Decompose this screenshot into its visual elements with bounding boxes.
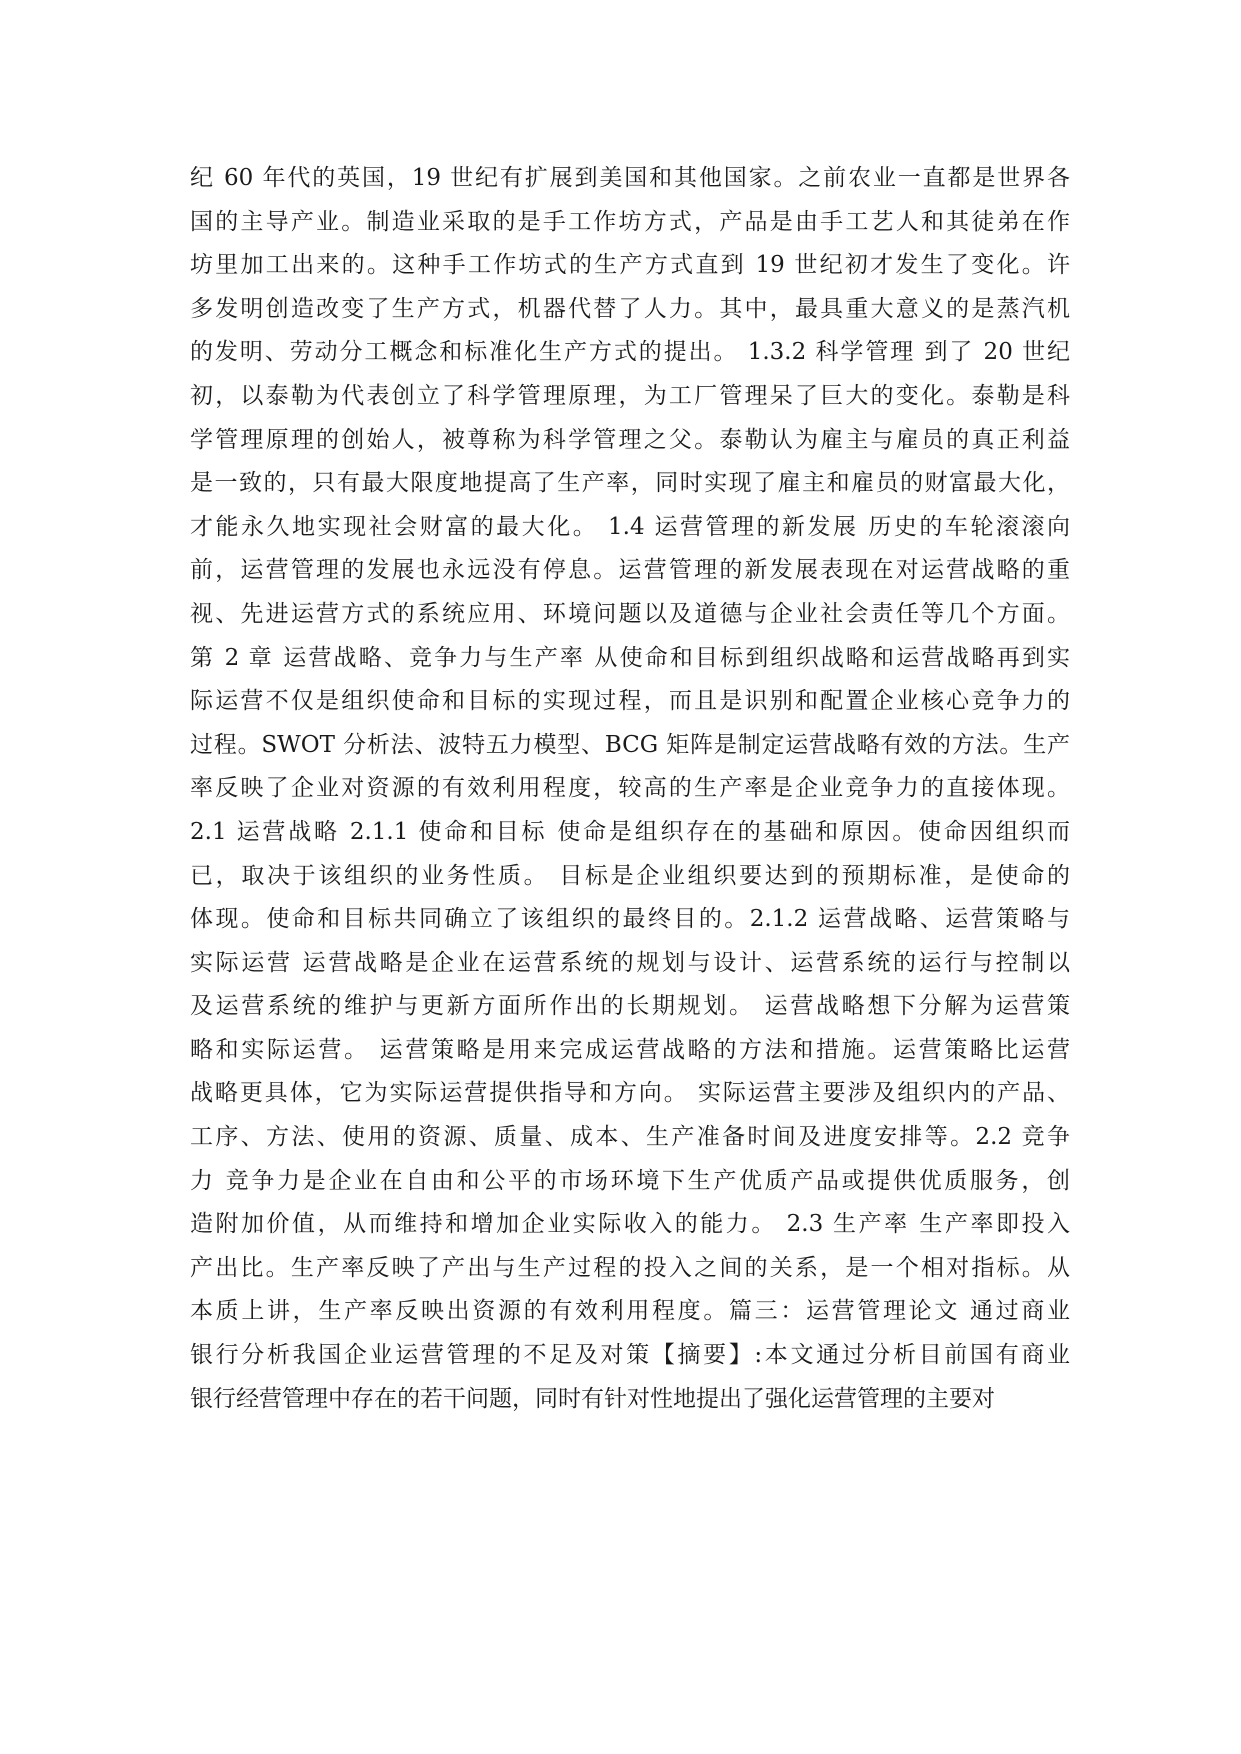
text-line: 力 竞争力是企业在自由和公平的市场环境下生产优质产品或提供优质服务，创 bbox=[190, 1167, 1070, 1194]
text-line: 造附加价值，从而维持和增加企业实际收入的能力。 2.3 生产率 生产率即投入 bbox=[190, 1211, 1070, 1238]
text-line: 多发明创造改变了生产方式，机器代替了人力。其中，最具重大意义的是蒸汽机 bbox=[190, 295, 1070, 322]
text-line: 略和实际运营。 运营策略是用来完成运营战略的方法和措施。运营策略比运营 bbox=[190, 1036, 1070, 1063]
text-line: 本质上讲，生产率反映出资源的有效利用程度。篇三：运营管理论文 通过商业 bbox=[190, 1298, 1070, 1325]
text-line: 是一致的，只有最大限度地提高了生产率，同时实现了雇主和雇员的财富最大化， bbox=[190, 470, 1070, 497]
text-line: 战略更具体，它为实际运营提供指导和方向。 实际运营主要涉及组织内的产品、 bbox=[190, 1080, 1070, 1107]
text-line: 率反映了企业对资源的有效利用程度，较高的生产率是企业竞争力的直接体现。 bbox=[190, 775, 1070, 802]
text-line: 及运营系统的维护与更新方面所作出的长期规划。 运营战略想下分解为运营策 bbox=[190, 993, 1070, 1020]
text-line: 实际运营 运营战略是企业在运营系统的规划与设计、运营系统的运行与控制以 bbox=[190, 949, 1070, 976]
text-line: 纪 60 年代的英国，19 世纪有扩展到美国和其他国家。之前农业一直都是世界各 bbox=[190, 165, 1070, 191]
text-line: 第 2 章 运营战略、竞争力与生产率 从使命和目标到组织战略和运营战略再到实 bbox=[190, 644, 1070, 671]
text-line: 银行经营管理中存在的若干问题，同时有针对性地提出了强化运营管理的主要对 bbox=[190, 1385, 995, 1412]
text-line: 学管理原理的创始人，被尊称为科学管理之父。泰勒认为雇主与雇员的真正利益 bbox=[190, 426, 1070, 453]
text-line: 银行分析我国企业运营管理的不足及对策【摘要】:本文通过分析目前国有商业 bbox=[190, 1342, 1070, 1369]
text-line: 初，以泰勒为代表创立了科学管理原理，为工厂管理呆了巨大的变化。泰勒是科 bbox=[190, 382, 1070, 409]
text-line: 工序、方法、使用的资源、质量、成本、生产准备时间及进度安排等。2.2 竞争 bbox=[190, 1124, 1070, 1151]
text-line: 才能永久地实现社会财富的最大化。 1.4 运营管理的新发展 历史的车轮滚滚向 bbox=[190, 513, 1070, 540]
text-line: 产出比。生产率反映了产出与生产过程的投入之间的关系，是一个相对指标。从 bbox=[190, 1254, 1070, 1281]
body-text bbox=[190, 157, 1070, 1421]
text-line: 视、先进运营方式的系统应用、环境问题以及道德与企业社会责任等几个方面。 bbox=[190, 600, 1070, 627]
text-line: 已，取决于该组织的业务性质。 目标是企业组织要达到的预期标准，是使命的 bbox=[190, 862, 1070, 889]
text-line: 体现。使命和目标共同确立了该组织的最终目的。2.1.2 运营战略、运营策略与 bbox=[190, 906, 1070, 933]
text-line: 过程。SWOT 分析法、波特五力模型、BCG 矩阵是制定运营战略有效的方法。生产 bbox=[190, 731, 1070, 758]
text-line: 际运营不仅是组织使命和目标的实现过程，而且是识别和配置企业核心竞争力的 bbox=[190, 688, 1070, 715]
text-line: 2.1 运营战略 2.1.1 使命和目标 使命是组织存在的基础和原因。使命因组织而 bbox=[190, 818, 1070, 845]
text-line: 前，运营管理的发展也永远没有停息。运营管理的新发展表现在对运营战略的重 bbox=[190, 557, 1070, 584]
text-line: 坊里加工出来的。这种手工作坊式的生产方式直到 19 世纪初才发生了变化。许 bbox=[190, 252, 1070, 279]
text-line: 国的主导产业。制造业采取的是手工作坊方式，产品是由手工艺人和其徒弟在作 bbox=[190, 208, 1070, 235]
text-line: 的发明、劳动分工概念和标准化生产方式的提出。 1.3.2 科学管理 到了 20 世纪 bbox=[190, 339, 1070, 366]
